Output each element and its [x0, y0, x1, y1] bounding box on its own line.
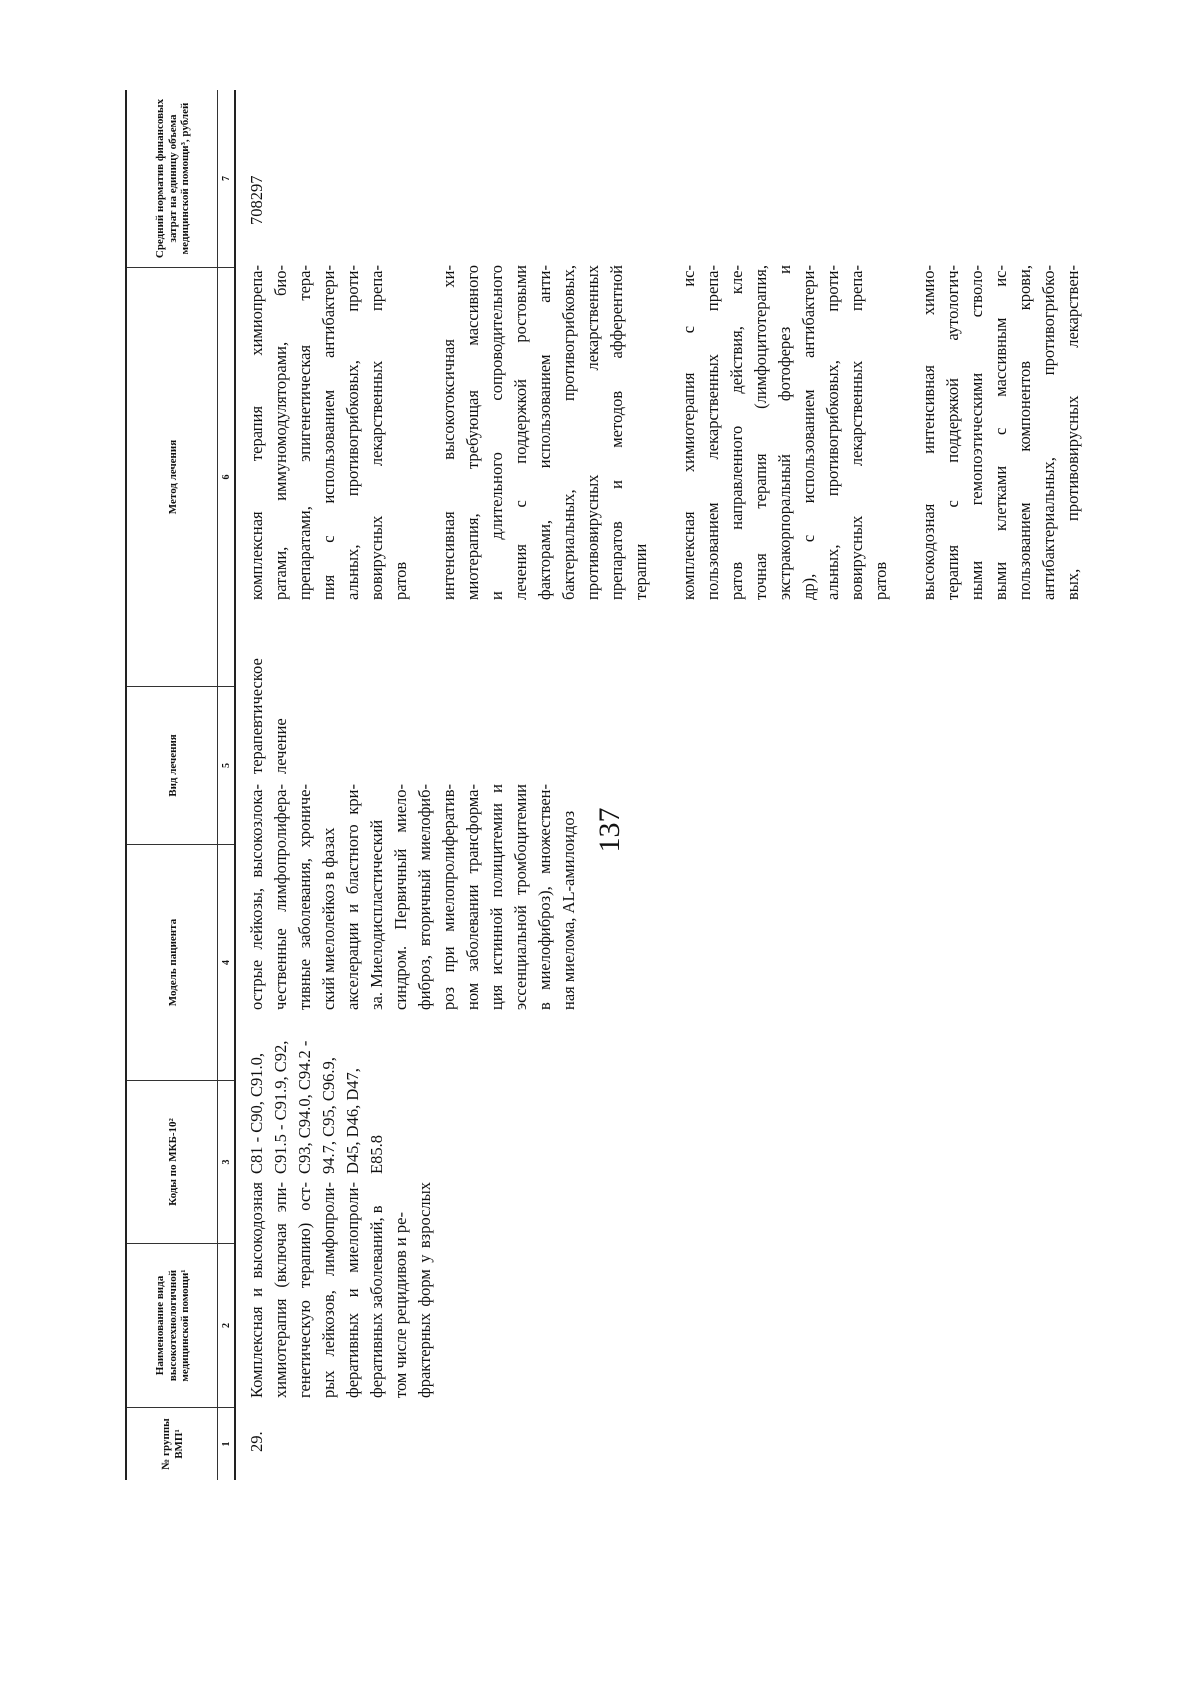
method-3-line: вовирусных лекарственных препа- — [847, 265, 866, 600]
care-type-name-cell — [245, 1182, 437, 1398]
patient-model-line: фиброз, вторичный миелофиб- — [415, 784, 434, 1010]
header-care-type-name: Наименование вида высокотехнологичной медицинской помощи¹ — [127, 1244, 219, 1408]
care-type-name-line: том числе рецидивов и ре- — [391, 1212, 410, 1398]
care-type-name-line: химиотерапия (включая эпи- — [271, 1182, 290, 1398]
average-cost-cell — [245, 105, 269, 225]
method-2-line: миотерапия, требующая массивного — [463, 265, 482, 600]
patient-model-line: в миелофиброз), множествен- — [535, 784, 554, 1010]
method-4-line: вых, противовирусных лекарствен- — [1063, 265, 1082, 600]
column-number: 7 — [218, 90, 234, 268]
header-treatment-type: Вид лечения — [127, 687, 219, 845]
patient-model-line: чественные лимфопролифера- — [271, 784, 290, 1010]
treatment-type-cell — [245, 604, 293, 774]
column-number: 3 — [218, 1081, 234, 1244]
icd-codes-line: E85.8 — [367, 1135, 386, 1174]
patient-model-line: акселерации и бластного кри- — [343, 784, 362, 1010]
icd-codes-line: C91.5 - C91.9, C92, — [271, 1040, 290, 1174]
group-number: 29. — [247, 1431, 266, 1452]
care-type-name-line: генетическую терапию) ост- — [295, 1182, 314, 1398]
care-type-name-line: феративных и миелопроли- — [343, 1182, 362, 1398]
page-number: 137 — [593, 807, 626, 853]
patient-model-line: эссенциальной тромбоцитемии — [511, 784, 530, 1010]
patient-model-line: роз при миелопролифератив- — [439, 784, 458, 1010]
method-4-line: выми клетками с массивным ис- — [991, 265, 1010, 600]
method-3-line: точная терапия (лимфоцитотерапия, — [751, 265, 770, 600]
method-1-line: ратами, иммуномодуляторами, био- — [271, 265, 290, 600]
method-2-line: и длительного сопроводительного — [487, 265, 506, 600]
method-2-line: терапии — [631, 543, 650, 600]
method-1-line: комплексная терапия химиопрепа- — [247, 265, 266, 600]
patient-model-line: ная миелома, AL-амилоидоз — [559, 810, 578, 1010]
treatment-methods-cell — [245, 265, 1085, 600]
method-3-line: альных, противогрибковых, проти- — [823, 265, 842, 600]
method-2-line: противовирусных лекарственных — [583, 265, 602, 600]
header-patient-model: Модель пациента — [127, 845, 219, 1081]
column-number: 4 — [218, 845, 234, 1081]
method-3-line: пользованием лекарственных препа- — [703, 265, 722, 600]
method-4-line: ными гемопоэтическими стволо- — [967, 265, 986, 600]
icd-codes-line: D45, D46, D47, — [343, 1068, 362, 1174]
patient-model-line: синдром. Первичный миело- — [391, 784, 410, 1010]
icd-codes-line: C93, C94.0, C94.2 - — [295, 1040, 314, 1174]
method-4-line: пользованием компонентов крови, — [1015, 265, 1034, 600]
care-type-name-line: Комплексная и высокодозная — [247, 1182, 266, 1398]
patient-model-line: ский миелолейкоз в фазах — [319, 827, 338, 1010]
method-2-line: интенсивная высокотоксичная хи- — [439, 265, 458, 600]
method-3-line: ратов — [871, 561, 890, 600]
method-4-line: терапия с поддержкой аутологич- — [943, 265, 962, 600]
treatment-type-line: лечение — [271, 718, 290, 774]
patient-model-line: тивные заболевания, хрониче- — [295, 784, 314, 1010]
header-treatment-method: Метод лечения — [127, 268, 219, 687]
method-3-line: комплексная химиотерапия с ис- — [679, 265, 698, 600]
column-number: 5 — [218, 687, 234, 845]
icd-codes-line: 94.7, C95, C96.9, — [319, 1057, 338, 1174]
method-4-line: антибактериальных, противогрибко- — [1039, 265, 1058, 600]
icd-codes-line: C81 - C90, C91.0, — [247, 1052, 266, 1174]
patient-model-line: острые лейкозы, высокозлока- — [247, 784, 266, 1010]
method-1-line: пия с использованием антибактери- — [319, 265, 338, 600]
method-2-line: факторами, использованием анти- — [535, 265, 554, 600]
method-2-line: лечения с поддержкой ростовыми — [511, 265, 530, 600]
method-1-line: альных, противогрибковых, проти- — [343, 265, 362, 600]
column-number-row — [217, 90, 236, 1480]
icd-codes-cell — [245, 1014, 389, 1174]
table-header — [125, 90, 219, 1480]
method-1-line: вовирусных лекарственных препа- — [367, 265, 386, 600]
patient-model-line: ция истинной полицитемии и — [487, 784, 506, 1010]
method-4-line: высокодозная интенсивная химио- — [919, 265, 938, 600]
method-2-line: препаратов и методов афферентной — [607, 265, 626, 600]
treatment-type-line: терапевтическое — [247, 658, 266, 774]
rotated-table — [125, 90, 1175, 1480]
patient-model-cell — [245, 784, 581, 1010]
patient-model-line: за. Миелодиспластический — [367, 819, 386, 1010]
header-icd-codes: Коды по МКБ-10² — [127, 1081, 219, 1244]
care-type-name-line: феративных заболеваний, в — [367, 1205, 386, 1398]
header-average-cost: Средний норматив финансовых затрат на единицу объема медицинской помощи³, рублей — [127, 90, 219, 268]
column-number: 1 — [220, 1441, 232, 1447]
column-number: 6 — [218, 268, 234, 687]
average-cost-value: 708297 — [247, 175, 266, 225]
method-3-line: др), с использованием антибактери- — [799, 265, 818, 600]
care-type-name-line: рых лейкозов, лимфопроли- — [319, 1182, 338, 1398]
patient-model-line: ном заболевании трансформа- — [463, 784, 482, 1010]
method-1-line: препаратами, эпигенетическая тера- — [295, 265, 314, 600]
method-1-line: ратов — [391, 561, 410, 600]
column-number: 2 — [218, 1244, 234, 1408]
header-group-number: № группы ВМП¹ — [160, 1418, 185, 1470]
group-number-cell — [245, 1408, 269, 1452]
method-3-line: экстракорпоральный фотоферез и — [775, 265, 794, 600]
care-type-name-line: фрактерных форм у взрослых — [415, 1182, 434, 1398]
method-3-line: ратов направленного действия, кле- — [727, 265, 746, 600]
method-2-line: бактериальных, противогрибковых, — [559, 265, 578, 600]
